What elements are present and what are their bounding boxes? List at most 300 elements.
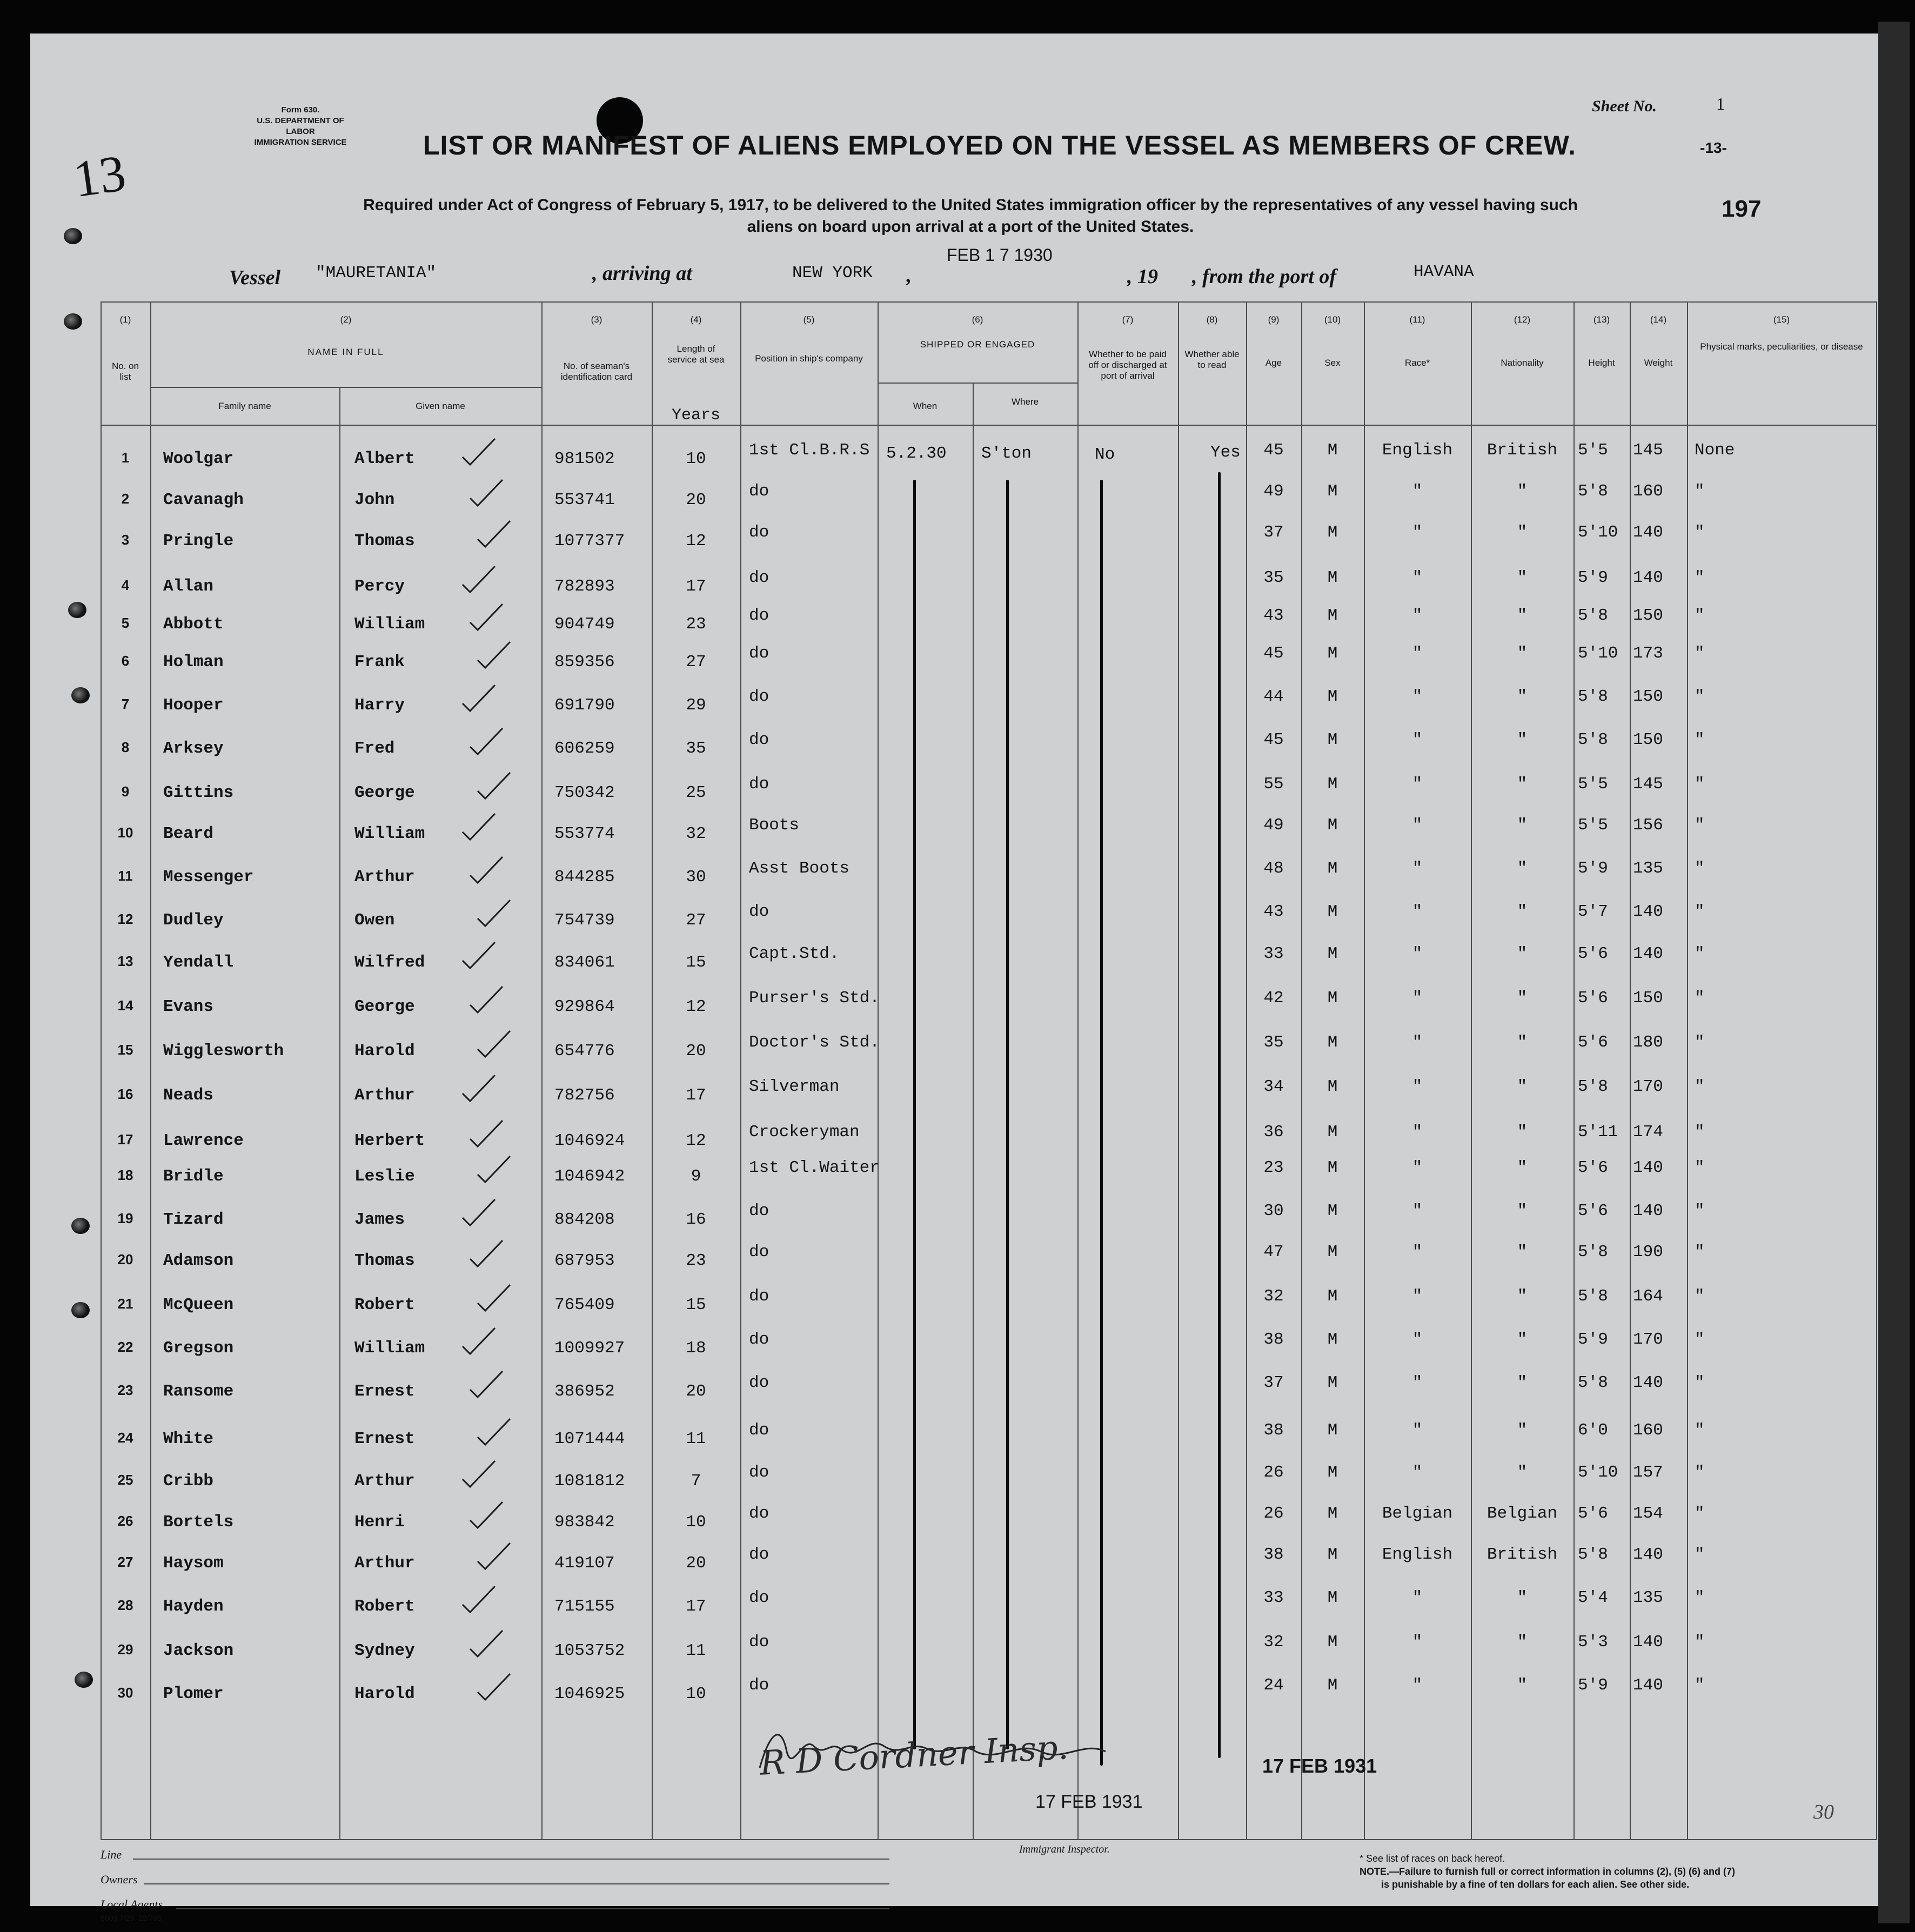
header-race: Race* <box>1404 358 1430 368</box>
cell-marks: " <box>1695 1545 1705 1564</box>
cell-sex: M <box>1327 1463 1338 1482</box>
cell-no: 4 <box>121 577 130 593</box>
cell-no: 2 <box>121 491 130 507</box>
colnum-5: (5) <box>803 314 815 325</box>
cell-weight: 140 <box>1633 944 1663 963</box>
cell-height: 5'5 <box>1578 441 1608 460</box>
cell-race: " <box>1412 1330 1423 1349</box>
cell-weight: 140 <box>1633 1633 1663 1652</box>
cell-no: 13 <box>117 953 133 969</box>
cell-id: 1081812 <box>554 1472 625 1491</box>
cell-position: do <box>749 1421 769 1440</box>
cell-age: 32 <box>1263 1287 1284 1306</box>
cell-no: 12 <box>117 911 133 927</box>
cell-id: 750342 <box>554 783 615 802</box>
cell-no: 17 <box>117 1131 133 1148</box>
cell-position: do <box>749 1373 769 1392</box>
cell-height: 5'11 <box>1578 1123 1618 1142</box>
cell-height: 5'8 <box>1578 1243 1608 1262</box>
cell-marks: " <box>1695 902 1705 921</box>
checkmark <box>463 1586 495 1612</box>
cell-sex: M <box>1327 1077 1338 1096</box>
checkmark <box>470 604 503 630</box>
checkmark <box>463 439 495 465</box>
colnum-15: (15) <box>1773 314 1790 325</box>
cell-marks: " <box>1695 1330 1705 1349</box>
cell-given: Arthur <box>354 1472 415 1491</box>
cell-position: do <box>749 482 769 501</box>
cell-height: 5'8 <box>1578 606 1608 625</box>
cell-years: 32 <box>686 824 706 843</box>
cell-years: 12 <box>686 997 706 1016</box>
cell-nationality: " <box>1517 775 1528 794</box>
cell-marks: " <box>1695 775 1705 794</box>
cell-position: do <box>749 1504 769 1523</box>
cell-id: 386952 <box>554 1382 615 1401</box>
checkmark <box>470 1371 503 1397</box>
cell-nationality: " <box>1517 989 1528 1008</box>
checkmark <box>478 1156 510 1182</box>
colnum-1: (1) <box>119 314 131 325</box>
cell-no: 20 <box>117 1251 133 1267</box>
cell-race: " <box>1412 1033 1423 1052</box>
cell-weight: 140 <box>1633 523 1663 542</box>
cell-weight: 140 <box>1633 1676 1663 1695</box>
cell-no: 27 <box>117 1554 133 1570</box>
cell-weight: 140 <box>1633 568 1663 587</box>
comma-mark: , <box>906 264 911 287</box>
cell-family: Gittins <box>163 783 234 802</box>
cell-family: Ransome <box>163 1382 234 1401</box>
cell-no: 7 <box>121 696 130 712</box>
checkmark <box>463 1075 495 1101</box>
cell-marks: " <box>1695 816 1705 835</box>
cell-id: 1071444 <box>554 1430 625 1448</box>
cell-height: 5'10 <box>1578 1463 1618 1482</box>
cell-sex: M <box>1327 1158 1338 1177</box>
cell-id: 553774 <box>554 824 615 843</box>
cell-weight: 135 <box>1633 859 1663 878</box>
cell-nationality: " <box>1517 1123 1528 1142</box>
owners-label: Owners <box>101 1873 138 1886</box>
cell-position: do <box>749 1676 769 1695</box>
cell-marks: " <box>1695 1202 1705 1220</box>
cell-age: 55 <box>1263 775 1284 794</box>
row1-where: S'ton <box>981 444 1032 463</box>
cell-race: " <box>1412 606 1423 625</box>
note-line-1: NOTE.—Failure to furnish full or correct information in columns (2), (5) (6) and (7) <box>1360 1866 1736 1877</box>
cell-position: do <box>749 606 769 625</box>
cell-given: Harold <box>354 1685 415 1703</box>
cell-weight: 145 <box>1633 775 1663 794</box>
cell-family: Hooper <box>163 696 224 715</box>
header-name-in-full: NAME IN FULL <box>307 347 384 357</box>
cell-given: Thomas <box>354 1251 415 1270</box>
local-agents-label: Local Agents <box>101 1897 163 1911</box>
subtitle-line-2: aliens on board upon arrival at a port of the United States. <box>747 218 1194 236</box>
header-position: Position in ship's company <box>755 353 863 364</box>
cell-given: Ernest <box>354 1382 415 1401</box>
cell-height: 5'8 <box>1578 1077 1608 1096</box>
cell-years: 16 <box>686 1210 706 1229</box>
cell-sex: M <box>1327 1633 1338 1652</box>
cell-height: 5'3 <box>1578 1633 1608 1652</box>
cell-sex: M <box>1327 482 1338 501</box>
cell-nationality: " <box>1517 1243 1528 1262</box>
cell-family: Cavanagh <box>163 491 244 509</box>
cell-no: 29 <box>117 1641 133 1658</box>
stamp-number: 197 <box>1722 196 1762 222</box>
cell-given: Arthur <box>354 868 415 887</box>
cell-years: 12 <box>686 1131 706 1150</box>
cell-weight: 174 <box>1633 1123 1663 1142</box>
cell-sex: M <box>1327 816 1338 835</box>
cell-sex: M <box>1327 1202 1338 1220</box>
cell-age: 44 <box>1263 687 1284 706</box>
cell-id: 981502 <box>554 450 615 468</box>
cell-id: 834061 <box>554 953 615 972</box>
cell-years: 35 <box>686 739 706 758</box>
cell-race: " <box>1412 1123 1423 1142</box>
cell-race: Belgian <box>1382 1504 1453 1523</box>
col-rule-4 <box>740 301 741 1839</box>
cell-id: 553741 <box>554 491 615 509</box>
cell-years: 11 <box>686 1430 706 1448</box>
cell-race: English <box>1382 1545 1453 1564</box>
cell-given: Ernest <box>354 1430 415 1448</box>
cell-years: 10 <box>686 1513 706 1532</box>
cell-nationality: Belgian <box>1487 1504 1558 1523</box>
checkmark <box>463 1199 495 1225</box>
cell-id: 691790 <box>554 696 615 715</box>
cell-weight: 164 <box>1633 1287 1663 1306</box>
header-no-on-list: No. on list <box>111 361 139 382</box>
cell-weight: 140 <box>1633 1202 1663 1220</box>
cell-nationality: " <box>1517 523 1528 542</box>
cell-nationality: " <box>1517 944 1528 963</box>
cell-years: 9 <box>691 1167 701 1186</box>
cell-sex: M <box>1327 989 1338 1008</box>
cell-given: Leslie <box>354 1167 415 1186</box>
header-height: Height <box>1588 358 1615 368</box>
checkmark <box>478 1031 510 1057</box>
checkmark <box>470 1240 503 1266</box>
cell-weight: 156 <box>1633 816 1663 835</box>
cell-position: do <box>749 1287 769 1306</box>
cell-weight: 140 <box>1633 902 1663 921</box>
cell-race: " <box>1412 482 1423 501</box>
cell-family: Yendall <box>163 953 234 972</box>
colnum-3: (3) <box>591 314 602 325</box>
cell-position: do <box>749 775 769 794</box>
cell-marks: " <box>1695 606 1705 625</box>
header-bottom-rule <box>101 425 1877 426</box>
owners-underline <box>144 1883 889 1884</box>
binder-hole-1 <box>64 228 82 244</box>
cell-id: 859356 <box>554 653 615 672</box>
binder-hole-3 <box>68 602 86 618</box>
cell-years: 10 <box>686 1685 706 1703</box>
cell-age: 38 <box>1263 1545 1284 1564</box>
cell-id: 1046925 <box>554 1685 625 1703</box>
cell-race: " <box>1412 1077 1423 1096</box>
cell-age: 23 <box>1263 1158 1284 1177</box>
cell-race: " <box>1412 687 1423 706</box>
arriving-port: NEW YORK <box>792 264 873 283</box>
cell-marks: " <box>1695 1373 1705 1392</box>
cell-given: Arthur <box>354 1554 415 1573</box>
cell-sex: M <box>1327 944 1338 963</box>
cell-age: 38 <box>1263 1330 1284 1349</box>
cell-height: 5'6 <box>1578 1504 1608 1523</box>
cell-marks: " <box>1695 1463 1705 1482</box>
header-age: Age <box>1265 358 1282 368</box>
cell-years: 10 <box>686 450 706 468</box>
cell-weight: 140 <box>1633 1373 1663 1392</box>
cell-nationality: " <box>1517 902 1528 921</box>
ditto-line-where <box>1006 480 1009 1749</box>
cell-marks: " <box>1695 687 1705 706</box>
cell-marks: " <box>1695 1588 1705 1607</box>
binder-hole-4 <box>71 687 90 703</box>
checkmark <box>470 857 503 883</box>
from-label: , from the port of <box>1192 265 1337 288</box>
cell-sex: M <box>1327 1373 1338 1392</box>
cell-age: 33 <box>1263 1588 1284 1607</box>
colnum-9: (9) <box>1268 314 1280 325</box>
cell-age: 30 <box>1263 1202 1284 1220</box>
cell-nationality: " <box>1517 1421 1528 1440</box>
cell-given: Sydney <box>354 1641 415 1660</box>
colnum-6: (6) <box>972 314 983 325</box>
cell-family: Bridle <box>163 1167 224 1186</box>
cell-sex: M <box>1327 1676 1338 1695</box>
cell-given: Percy <box>354 577 405 596</box>
cell-sex: M <box>1327 1033 1338 1052</box>
cell-position: Silverman <box>749 1077 840 1096</box>
cell-weight: 190 <box>1633 1243 1663 1262</box>
cell-race: " <box>1412 1373 1423 1392</box>
cell-nationality: " <box>1517 482 1528 501</box>
cell-age: 43 <box>1263 902 1284 921</box>
cell-family: Neads <box>163 1086 214 1105</box>
cell-id: 1009927 <box>554 1339 625 1358</box>
cell-family: Bortels <box>163 1513 234 1532</box>
cell-position: do <box>749 902 769 921</box>
cell-position: do <box>749 1633 769 1652</box>
cell-id: 715155 <box>554 1597 615 1616</box>
cell-marks: " <box>1695 1077 1705 1096</box>
cell-no: 6 <box>121 653 130 669</box>
cell-nationality: " <box>1517 644 1528 663</box>
cell-no: 30 <box>117 1685 133 1701</box>
cell-weight: 170 <box>1633 1330 1663 1349</box>
cell-weight: 140 <box>1633 1545 1663 1564</box>
col-rule-6 <box>1077 301 1079 1839</box>
cell-family: Adamson <box>163 1251 234 1270</box>
signature-text: R D Cordner Insp. <box>759 1727 1070 1783</box>
cell-no: 19 <box>117 1210 133 1226</box>
cell-weight: 150 <box>1633 989 1663 1008</box>
cell-no: 5 <box>121 615 130 631</box>
manifest-sheet <box>30 33 1878 1922</box>
cell-family: Tizard <box>163 1210 224 1229</box>
checkmark <box>463 566 495 592</box>
cell-height: 5'8 <box>1578 1373 1608 1392</box>
cell-no: 8 <box>121 739 130 755</box>
cell-sex: M <box>1327 441 1338 460</box>
ditto-line-read <box>1218 472 1221 1758</box>
checkmark <box>478 773 510 799</box>
inspector-stamp-date: 17 FEB 1931 <box>1035 1792 1143 1812</box>
cell-nationality: " <box>1517 1463 1528 1482</box>
header-family-name: Family name <box>218 401 271 411</box>
colnum-11: (11) <box>1409 314 1425 325</box>
row1-paid-off: No <box>1095 445 1115 464</box>
cell-marks: " <box>1695 1243 1705 1262</box>
binder-hole-6 <box>71 1302 90 1318</box>
cell-years: 20 <box>686 1382 706 1401</box>
cell-position: do <box>749 687 769 706</box>
cell-height: 5'8 <box>1578 687 1608 706</box>
subtitle <box>214 194 1727 238</box>
inspector-rule <box>981 1839 1262 1840</box>
cell-years: 17 <box>686 577 706 596</box>
subtitle-line-1: Required under Act of Congress of February 5, 1917, to be delivered to the United States immigration officer by the representatives of any vessel having such <box>363 196 1578 214</box>
cell-sex: M <box>1327 1421 1338 1440</box>
arrival-date-stamp: FEB 1 7 1930 <box>947 245 1053 265</box>
cell-family: White <box>163 1430 214 1448</box>
cell-position: do <box>749 1588 769 1607</box>
checkmark <box>463 814 495 840</box>
cell-height: 5'9 <box>1578 1330 1608 1349</box>
cell-race: " <box>1412 1633 1423 1652</box>
row1-able-read: Yes <box>1210 443 1241 462</box>
cell-age: 45 <box>1263 644 1284 663</box>
cell-given: Fred <box>354 739 395 758</box>
cell-given: William <box>354 1339 425 1358</box>
cell-nationality: " <box>1517 1633 1528 1652</box>
cell-family: Arksey <box>163 739 224 758</box>
checkmark <box>478 521 510 547</box>
cell-weight: 140 <box>1633 1158 1663 1177</box>
cell-marks: " <box>1695 523 1705 542</box>
cell-years: 27 <box>686 911 706 930</box>
cell-height: 5'10 <box>1578 644 1618 663</box>
cell-sex: M <box>1327 1123 1338 1142</box>
cell-race: English <box>1382 441 1453 460</box>
checkmark <box>478 1285 510 1311</box>
colnum-12: (12) <box>1514 314 1531 325</box>
cell-sex: M <box>1327 1545 1338 1564</box>
cell-given: Owen <box>354 911 395 930</box>
cell-years: 30 <box>686 868 706 887</box>
checkmark <box>478 1419 510 1445</box>
cell-marks: " <box>1695 730 1705 749</box>
checkmark <box>470 987 503 1012</box>
checkmark <box>463 1461 495 1487</box>
year-label: , 19 <box>1127 265 1158 288</box>
binder-hole-5 <box>71 1218 90 1234</box>
cell-given: George <box>354 783 415 802</box>
cell-sex: M <box>1327 523 1338 542</box>
cell-height: 5'8 <box>1578 730 1608 749</box>
cell-position: Asst Boots <box>749 859 850 878</box>
cell-weight: 145 <box>1633 441 1663 460</box>
cell-race: " <box>1412 523 1423 542</box>
cell-family: Lawrence <box>163 1131 244 1150</box>
cell-position: Doctor's Std. <box>749 1033 880 1052</box>
cell-sex: M <box>1327 606 1338 625</box>
cell-given: Herbert <box>354 1131 425 1150</box>
cell-family: Holman <box>163 653 224 672</box>
cell-family: Woolgar <box>163 450 234 468</box>
sheet-number: 1 <box>1716 94 1725 113</box>
checkmark <box>478 900 510 926</box>
cell-age: 33 <box>1263 944 1284 963</box>
binder-hole-7 <box>75 1672 93 1688</box>
cell-years: 20 <box>686 1042 706 1061</box>
cell-id: 765409 <box>554 1296 615 1314</box>
cell-nationality: " <box>1517 687 1528 706</box>
cell-id: 654776 <box>554 1042 615 1061</box>
cell-race: " <box>1412 644 1423 663</box>
cell-race: " <box>1412 1243 1423 1262</box>
cell-race: " <box>1412 859 1423 878</box>
cell-position: do <box>749 568 769 587</box>
cell-age: 34 <box>1263 1077 1284 1096</box>
cell-years: 27 <box>686 653 706 672</box>
cell-height: 5'7 <box>1578 902 1608 921</box>
inspector-label: Immigrant Inspector. <box>1019 1843 1110 1855</box>
cell-no: 11 <box>118 868 133 884</box>
cell-position: Capt.Std. <box>749 944 840 963</box>
cell-race: " <box>1412 1158 1423 1177</box>
cell-given: Robert <box>354 1597 415 1616</box>
checkmark <box>478 1543 510 1569</box>
cell-height: 5'6 <box>1578 1033 1608 1052</box>
checkmark <box>470 1631 503 1656</box>
cell-race: " <box>1412 816 1423 835</box>
cell-no: 14 <box>117 997 133 1014</box>
header-physical-marks: Physical marks, peculiarities, or disease <box>1700 341 1863 352</box>
cell-years: 25 <box>686 783 706 802</box>
cell-height: 5'6 <box>1578 944 1608 963</box>
cell-family: Abbott <box>163 615 224 634</box>
name-subheader-rule <box>150 387 541 388</box>
cell-id: 1077377 <box>554 532 625 551</box>
cell-weight: 150 <box>1633 687 1663 706</box>
count-note: 30 <box>1813 1801 1834 1823</box>
cell-age: 47 <box>1263 1243 1284 1262</box>
cell-marks: " <box>1695 644 1705 663</box>
cell-no: 1 <box>121 450 130 466</box>
cell-nationality: " <box>1517 859 1528 878</box>
cell-nationality: " <box>1517 606 1528 625</box>
cell-id: 1053752 <box>554 1641 625 1660</box>
cell-no: 28 <box>117 1597 133 1613</box>
agents-underline <box>176 1908 889 1909</box>
cell-age: 38 <box>1263 1421 1284 1440</box>
cell-height: 5'8 <box>1578 1545 1608 1564</box>
cell-no: 24 <box>117 1430 133 1446</box>
cell-position: Purser's Std. <box>749 989 880 1008</box>
service: IMMIGRATION SERVICE <box>254 138 347 147</box>
cell-id: 1046924 <box>554 1131 625 1150</box>
cell-nationality: " <box>1517 1676 1528 1695</box>
col-rule-15 <box>1876 301 1877 1839</box>
cell-nationality: " <box>1517 816 1528 835</box>
